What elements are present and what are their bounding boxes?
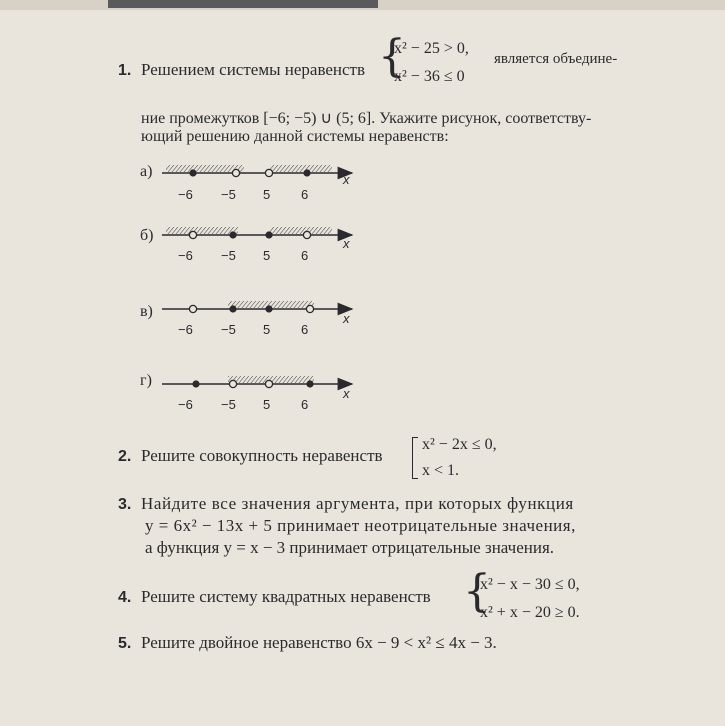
option-b-point-6 — [303, 231, 310, 238]
problem-3-number: 3. — [118, 496, 132, 513]
option-v-point-6 — [306, 305, 313, 312]
option-v-tick-6: 6 — [301, 322, 309, 337]
option-b-number-line — [162, 227, 352, 239]
option-a-tick-m5: −5 — [221, 187, 236, 202]
problem-4-brace: { — [463, 566, 491, 617]
problem-1-text-b: является объедине- — [494, 51, 618, 67]
problem-4-number: 4. — [118, 589, 132, 606]
problem-1-number: 1. — [118, 62, 132, 79]
problem-2-text: Решите совокупность неравенств — [141, 446, 383, 465]
option-g-tick-6: 6 — [301, 397, 309, 412]
option-a-number-line — [162, 165, 352, 177]
problem-2-ineq-1: x² − 2x ≤ 0, — [422, 436, 497, 453]
option-g-point-m5 — [229, 380, 236, 387]
option-b-label: б) — [140, 227, 154, 244]
option-g-tick-m6: −6 — [178, 397, 193, 412]
option-b-tick-m6: −6 — [178, 248, 193, 263]
option-b-tick-6: 6 — [301, 248, 309, 263]
option-v-tick-5: 5 — [263, 322, 271, 337]
option-a-tick-5: 5 — [263, 187, 271, 202]
option-a-tick-m6: −6 — [178, 187, 193, 202]
option-g-tick-5: 5 — [263, 397, 271, 412]
option-b-point-m6 — [189, 231, 196, 238]
option-a-point-5 — [265, 169, 272, 176]
option-v-point-m6 — [189, 305, 196, 312]
option-g-tick-m5: −5 — [221, 397, 236, 412]
problem-2-number: 2. — [118, 448, 132, 465]
option-b-axis-label: x — [343, 236, 350, 251]
option-g-number-line — [162, 376, 352, 388]
option-v-number-line — [162, 301, 352, 313]
option-a-point-m6 — [189, 169, 196, 176]
option-b-point-5 — [265, 231, 272, 238]
option-b-hatch-right — [270, 227, 332, 234]
problem-1-text-a: Решением системы неравенств — [141, 60, 366, 79]
option-v-point-m5 — [229, 305, 236, 312]
option-g-point-6 — [306, 380, 313, 387]
problem-4-ineq-1: x² − x − 30 ≤ 0, — [480, 576, 580, 593]
problem-3-line-1: Найдите все значения аргумента, при которых функция — [141, 494, 574, 513]
option-g-point-m6 — [192, 380, 199, 387]
problem-5-number: 5. — [118, 635, 132, 652]
option-g-label: г) — [140, 372, 152, 389]
problem-1-brace: { — [378, 31, 406, 82]
problem-3-line-2: y = 6x² − 13x + 5 принимает неотрицательные значения, — [145, 516, 576, 535]
option-g-axis-label: x — [343, 386, 350, 401]
option-v-axis-label: x — [343, 311, 350, 326]
option-a-axis-label: x — [343, 172, 350, 187]
option-b-point-m5 — [229, 231, 236, 238]
problem-1-text-d: ющий решению данной системы неравенств: — [141, 128, 449, 145]
option-b-tick-m5: −5 — [221, 248, 236, 263]
problem-4-ineq-2: x² + x − 20 ≥ 0. — [480, 604, 580, 621]
problem-1-ineq-1: x² − 25 > 0, — [394, 40, 469, 57]
problem-2-bracket — [412, 437, 418, 479]
problem-3-line-3: а функция y = x − 3 принимает отрицательные значения. — [145, 538, 555, 557]
option-a-hatch-right — [270, 165, 332, 172]
option-v-point-5 — [265, 305, 272, 312]
option-b-hatch-left — [166, 227, 238, 234]
problem-4-text: Решите систему квадратных неравенств — [141, 587, 431, 606]
option-a-point-m5 — [232, 169, 239, 176]
option-b-tick-5: 5 — [263, 248, 271, 263]
option-v-tick-m5: −5 — [221, 322, 236, 337]
option-g-point-5 — [265, 380, 272, 387]
option-v-tick-m6: −6 — [178, 322, 193, 337]
option-a-tick-6: 6 — [301, 187, 309, 202]
problem-5-text: Решите двойное неравенство 6x − 9 < x² ≤ 4x − 3. — [141, 633, 497, 652]
problem-1-ineq-2: x² − 36 ≤ 0 — [394, 68, 465, 85]
option-v-label: в) — [140, 303, 153, 320]
problem-2-ineq-2: x < 1. — [422, 462, 460, 479]
option-a-point-6 — [303, 169, 310, 176]
problem-1-text-c: ние промежутков [−6; −5) ∪ (5; 6]. Укажите рисунок, соответству- — [141, 110, 592, 127]
option-a-label: а) — [140, 163, 153, 180]
